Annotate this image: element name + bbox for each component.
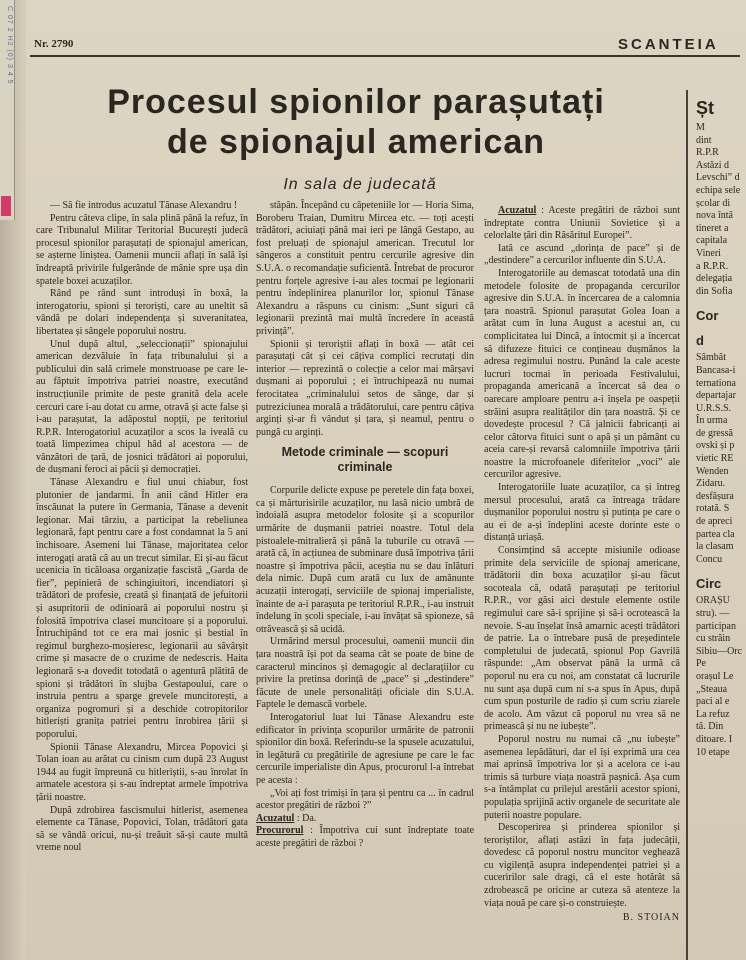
right-subheading: Cor xyxy=(696,308,719,324)
index-tab-marker xyxy=(1,196,11,216)
header-rule xyxy=(30,55,740,57)
fragment-line: orașul Le xyxy=(696,670,734,682)
fragment-line: departajar xyxy=(696,390,736,402)
fragment-line: tineret a xyxy=(696,222,729,234)
fragment-line: școlar di xyxy=(696,197,731,209)
right-heading: Șt xyxy=(696,98,714,118)
paragraph: După zdrobirea fascismului hitlerist, asemenea elemente ca Tănase, Popovici, Tolan, trădători gata să se vândă oricui, nu-și treăuit să-și caute multă vreme noul xyxy=(36,804,248,854)
fragment-line: participan xyxy=(696,620,736,632)
fragment-line: ORAȘU xyxy=(696,595,730,607)
fragment-line: ovski și p xyxy=(696,440,735,452)
article-column-1 xyxy=(36,200,248,960)
fragment-line: Pe xyxy=(696,658,706,670)
headline-line-2: de spionajul american xyxy=(166,123,546,161)
paragraph: Spionii Tănase Alexandru, Mircea Popovici și Tolan ioan au arătat cu cinism cum după 23 August 1944 au fugit împreună cu hitleriștii, s-au înrolat în armatele acestora și s-au îndreptat armele împotriva țării noastre. xyxy=(36,741,248,803)
fragment-line: stru). — xyxy=(696,608,730,619)
fragment-line: 10 etape xyxy=(696,746,730,758)
paragraph: Tănase Alexandru e fiul unui chiabur, fost plutonier de jandarmi. În anii când Hitler era înscăunat la putere în Germania, Tănase a devenit legionar. Mai târziu, a participat la rebeliunea legionară, fapt pentru care a fost condamnat la 5 ani închisoare. Asemeni lui Tănase, majoritatea celor interogați arată că au un trecut similar. Ei și-au făcut ucenicia în ticăloasa organizație fascistă „Garda de fier”, pepinieră de schingiuitori, incendiatori și trădători de profesie, creată și finanțată de jefuitorii și asupritorii de odinioară ai poporului nostru și folosită împotriva clasei muncitoare și a poporului. Întruchipând tot ce era mai josnic și bestial în regimul burghezo-moșieresc, legionarii au săvârșit crime și masacre de o cruzime de nedescris. Haita legionară s-a dovedit totodată o agentură plătită de spioni și trădători în slujba Gestapoului, care o instruia pentru a sparge grevele muncitorești, a organiza pogromuri și a deschide cotropitorilor hitleriști granița patriei pentru înrobirea țării și poporului. xyxy=(36,477,248,740)
paragraph: „Voi ați fost trimiși în țara și pentru ca ... în cadrul acestor pregătiri de război ?” xyxy=(256,787,474,812)
fragment-line: ternationa xyxy=(696,377,736,389)
fragment-line: ditoare. I xyxy=(696,733,733,745)
fragment-line: R.P.R xyxy=(696,147,719,159)
fragment-line: partea cla xyxy=(696,528,735,540)
subheadline: In sala de judecată xyxy=(283,176,437,193)
fragment-line: dint xyxy=(696,134,712,146)
fragment-line: paci al e xyxy=(696,696,730,708)
fragment-line: capitala xyxy=(696,235,728,247)
index-tab xyxy=(0,0,15,220)
fragment-line: a R.P.R. xyxy=(696,260,729,272)
fragment-line: Sibiu—Orc xyxy=(696,645,743,657)
paragraph: Consimțind să accepte misiunile odioase primite dela serviciile de spionaj americane, trădătorii din boxa acuzaților și-au făcut socoteala că, odată parașutați pe teritoriul R.P.R., vor găsi aici destule elemente ostile regimului care să-i sprijine și să-i ocrotească la nevoie. S-au înșelat însă amarnic acești trădători de patrie. La o întrebare pusă de președintele completului de judecată, spionul Pop Gavrilă răspunde: „Am observat până la urmă că poporul nu era cu noi, am constatat că lucrurile nu sunt așa după cum ni s-a spus în Apus, după cum spun posturile de radio și cum scriu ziarele de acolo. Am văzut că poporul nu vrea să ne primească și nu ne iubește”. xyxy=(484,545,680,733)
paragraph: Spionii și teroriștii aflați în boxă — atât cei parașutați cât și cei câțiva complici recrutați din interior — reprezintă o colecție a celor mai mârșavi dușmani ai poporului ; ei întruchipează nu numai ferocitatea „criminalului setos de sânge, dar și putreziciunea morală a trădătorului, care pentru câțiva arginți și-ar fi vândut și țara, și neamul, pentru o pungă cu arginți. xyxy=(256,338,474,438)
dialog-text: : Aceste pregătiri de război sunt îndreptate contra Uniunii Sovietice și a celorlalte țări din Răsăritul Europei”. xyxy=(484,205,680,242)
speaker-name: Acuzatul xyxy=(256,812,295,824)
fragment-line: „Steaua xyxy=(696,683,728,695)
paragraph: Interogatoriile au demascat totodată una din metodele folosite de propaganda cercurilor agresive din S.U.A. în încercarea de a calomnia țara noastră. Spionul parașutat Golea Ioan a arătat cum în luna August a acestui an, cu complicitatea lui Dincă, a întocmit și a încercat să difuzeze fituici ce conțineau dușmănos la adresa regimului nostru. Punând la cale aceste lucruri tocmai în perioada Festivalului, propaganda americană a încercat să dea o oarecare amploare pentru a-i înșela pe oaspeții străini asupra realităților din țara noastră. Și ce dovedește procesul ? Că jalnicii fabricanți ai celor câtorva fituici sunt o apă și un pământ cu aceia care-și revarsă calomniile împotriva țării noastre la microfoanele diferitelor „voci” ale cercurilor agresive. xyxy=(484,267,680,481)
fragment-line: de apreci xyxy=(696,516,733,528)
speaker-name: Procurorul xyxy=(256,825,304,837)
article-column-3 xyxy=(484,205,680,925)
fragment-line: Levschi” d xyxy=(696,172,740,184)
fragment-line: Concu xyxy=(696,553,723,565)
dialog-line xyxy=(484,205,680,243)
fragment-line: nova întâ xyxy=(696,210,733,222)
paragraph: stăpân. Începând cu căpeteniile lor — Horia Sima, Boroberu Traian, Dumitru Mircea etc. — toți acești trădători, aciuiați până mai ieri pe lângă Gestapo, au fost preluați de spionajul american. Trecutul lor sângeros a constituit pentru cercurile agresive din S.U.A. o recomandație suficientă. Întrebat de procuror pentru forțele agresive i-au ales tocmai pe legionarii pentru îndeplinirea planurilor lor, spionul Tănase Alexandru a răspuns cu cinism: „Sunt siguri că legionarii prezintă mai multă încredere în această privință”. xyxy=(256,200,474,337)
fragment-line: Vineri xyxy=(696,247,721,259)
paragraph: — Să fie introdus acuzatul Tănase Alexandru ! xyxy=(50,200,238,211)
paragraph: Rând pe rând sunt introduși în boxă, la interogatoriu, spioni și teroriști, care au uneltit să vândă pe dolari independența și suveranitatea, libertatea și sângele poporului nostru. xyxy=(36,288,248,337)
paragraph: Corpurile delicte expuse pe peretele din fața boxei, ca și mărturisirile acuzaților, nu lasă nicio umbră de îndoială asupra metodelor folosite și a scopurilor urmărite de dușmanii patriei noastre. Totul dela pistoalele-mitralieră și până la tuburile cu otravă — arată că, în acțiunea de subminare dusă împotriva țării noastre și împotriva păcii, aceștia nu se dau înlături dela nimic. După cum arată cu lux de amănunte acuzații interogați, serviciile de spionaj imperialiste, înainte de a-i parașuta pe teritoriul R.P.R., i-au instruit îndelung în școli speciale, i-au învățat să spioneze, să otrăvească și să ucidă. xyxy=(256,485,474,635)
fragment-line: rotată. S xyxy=(696,503,730,515)
fragment-line: La refuz xyxy=(696,708,730,720)
fragment-line: de gressă xyxy=(696,427,733,439)
fragment-line: În urma xyxy=(696,415,728,427)
paragraph: Interogatoriile luate acuzaților, ca și întreg mersul procesului, arată ca întreaga trădare dușmanilor poporului nostru și putința pe care o au ei de a-și îndeplini aceste dorinte este o distanță uriașă. xyxy=(484,482,680,544)
fragment-line: Sâmbăt xyxy=(696,352,726,364)
paragraph: Pentru câteva clipe, în sala plină până la refuz, în care Tribunalul Militar Teritorial București judecă procesul spionilor parașutați de spionajul american, se așterne liniștea. Oamenii muncii aflați în sală își îndreaptă privirile fulgerânde de mânie spre ușa din spatele boxei acuzaților. xyxy=(36,212,248,287)
fragment-line: Bancasa-i xyxy=(696,364,736,376)
speaker-name: Acuzatul xyxy=(498,205,537,216)
index-tab-text: C 07 2 H2 (0) 3 4 5 xyxy=(6,6,13,85)
article-column-2 xyxy=(256,200,474,851)
dialog-text: : Împotriva cui sunt îndreptate toate aceste pregătiri de război ? xyxy=(256,825,475,849)
fragment-line: la clasam xyxy=(696,541,734,553)
right-column-fragment xyxy=(692,90,746,960)
fragment-line: delegația xyxy=(696,273,733,285)
fragment-line: vietic RE xyxy=(696,453,734,465)
section-title: Metode criminale — scopuri criminale xyxy=(281,445,449,475)
author-signature: B. STOIAN xyxy=(622,912,680,924)
fragment-line: U.R.S.S. xyxy=(696,402,732,414)
paragraph: Iată ce ascund „dorința de pace” și de „destindere” a cercurilor influente din S.U.A. xyxy=(484,242,680,267)
paragraph: Urmărind mersul procesului, oamenii muncii din țara noastră își pot da seama cât se poate de bine de caracterul mincinos și demagogic al declarațiilor cu privire la pretinsa dorință de „pace” și „destindere” făcute de unele personalități oficiale din S.U.A. Faptele le demască vorbele. xyxy=(256,636,474,711)
right-subheading: d xyxy=(696,333,704,349)
fragment-line: cu străin xyxy=(696,633,731,645)
fragment-line: Astăzi d xyxy=(696,159,730,171)
paragraph: Unul după altul, „seleccionații” spionajului american dezvăluie în fața tribunalului și a publicului din sală crimele monstruoase pe care le-au făptuit împotriva patriei noastre, executând instrucțiunile primite de peste granită dela acele cercuri care i-au dotat cu arme, otravă și acte false și i-au parașutat, la adăpostul nopții, pe teritoriul R.P.R. Interogatoriul acuzaților a scos la iveală cu toată limpezimea chipul hâd al acestora — de vânzători de țară, de josnici trădători ai poporului, de dușmani feroci ai păcii și democrației. xyxy=(36,338,248,476)
dialog-block xyxy=(256,813,474,851)
fragment-line: desfășura xyxy=(696,490,734,502)
dialog-line xyxy=(256,813,474,826)
fragment-line: M xyxy=(696,122,705,133)
paragraph: Interogatoriul luat lui Tănase Alexandru este edificator în privința scopurilor urmărite de patronii spionilor din boxă. Referindu-se la spusele acuzatului, în legătură cu pregătirile de agresiune pe care le fac cercurile imperialiste din Apus, procurorul l-a întrebat pe acesta : xyxy=(256,711,474,786)
issue-number: Nr. 2790 xyxy=(34,38,74,50)
masthead: SCANTEIA xyxy=(618,36,719,53)
fragment-line: echipa sele xyxy=(696,184,741,196)
paragraph: Poporul nostru nu numai că „nu iubește” asemenea lepădături, dar el își exprimă ura cea mai aprinsă împotriva lor și a acelora ce i-au trimis să turbure viața noastră pașnică. Așa cum s-a întâmplat cu prilejul arestării acestor spioni, populația sprijină activ organele de securitate ale puterii noastre populare. xyxy=(484,733,680,821)
headline xyxy=(36,82,676,162)
fragment-line: Wenden xyxy=(696,465,729,477)
headline-line-1: Procesul spionilor parașutați xyxy=(107,83,605,121)
paragraph: Descoperirea și prinderea spionilor și teroriștilor, aflați astăzi în fața judecății, dovedesc că poporul nostru muncitor veghează cu vigilență asupra independenței patriei și a cuceririlor sale dragi, că el este hotărât să zdrobească pe oricine ar cuteza să atenteze la viața nouă pe care și-o construiește. xyxy=(484,822,680,909)
fragment-line: tă. Din xyxy=(696,721,724,733)
dialog-line xyxy=(256,825,474,850)
right-subheading: Circ xyxy=(696,576,722,592)
fragment-line: din Sofia xyxy=(696,285,733,297)
fragment-line: Zidaru. xyxy=(696,478,726,490)
dialog-text: : Da. xyxy=(296,812,317,824)
column-rule xyxy=(686,90,688,960)
